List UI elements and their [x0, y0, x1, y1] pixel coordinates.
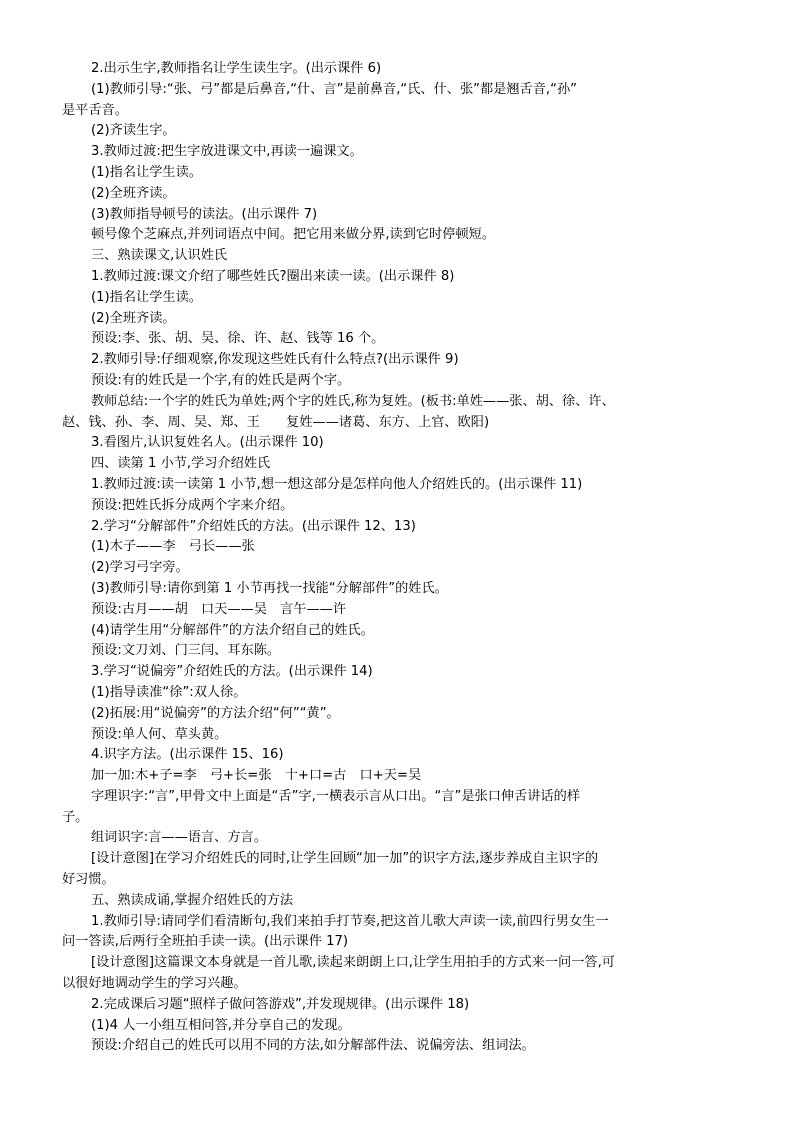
text-line: 2.完成课后习题“照样子做问答游戏”,并发现规律。(出示课件 18) [91, 996, 470, 1012]
text-line: 3.学习“说偏旁”介绍姓氏的方法。(出示课件 14) [91, 664, 373, 680]
text-line: (3)教师指导顿号的读法。(出示课件 7) [91, 206, 318, 222]
section-heading: 三、熟读课文,认识姓氏 [91, 248, 228, 264]
text-line: 子。 [62, 809, 89, 825]
text-line: (1)指名让学生读。 [91, 164, 202, 180]
text-line: (2)齐读生字。 [91, 123, 176, 139]
text-line: 加一加:木+子=李 弓+长=张 十+口=古 口+天=吴 [91, 768, 422, 784]
text-line: 顿号像个芝麻点,并列词语点中间。把它用来做分界,读到它时停顿短。 [91, 227, 496, 243]
text-line: 2.出示生字,教师指名让学生读生字。(出示课件 6) [91, 61, 382, 76]
text-line: 字理识字:“言”,甲骨文中上面是“舌”字,一横表示言从口出。“言”是张口伸舌讲话的样 [91, 788, 581, 804]
text-line: 预设:李、张、胡、吴、徐、许、赵、钱等 16 个。 [91, 331, 385, 347]
text-line: (3)教师引导:请你到第 1 小节再找一找能“分解部件”的姓氏。 [91, 580, 448, 596]
text-line: 问一答读,后两行全班拍手读一读。(出示课件 17) [62, 934, 349, 950]
text-line: 赵、钱、孙、李、周、吴、郑、王 复姓——诸葛、东方、上官、欧阳) [62, 414, 490, 430]
text-line: (1)指导读准“徐”:双人徐。 [91, 684, 247, 700]
text-line: [设计意图]这篇课文本身就是一首儿歌,读起来朗朗上口,让学生用拍手的方式来一问一答,可 [91, 955, 615, 971]
text-line: 教师总结:一个字的姓氏为单姓;两个字的姓氏,称为复姓。(板书:单姓——张、胡、徐、许、 [91, 393, 615, 409]
text-line: 预设:有的姓氏是一个字,有的姓氏是两个字。 [91, 372, 351, 388]
text-line: 1.教师过渡:读一读第 1 小节,想一想这部分是怎样向他人介绍姓氏的。(出示课件 11) [91, 476, 583, 492]
text-line: (1)4 人一小组互相问答,并分享自己的发现。 [91, 1017, 351, 1033]
section-heading: 五、熟读成诵,掌握介绍姓氏的方法 [91, 892, 294, 908]
text-line: 以很好地调动学生的学习兴趣。 [62, 976, 247, 992]
text-line: (1)木子——李 弓长——张 [91, 539, 255, 555]
text-line: 2.教师引导:仔细观察,你发现这些姓氏有什么特点?(出示课件 9) [91, 352, 459, 368]
text-line: 1.教师引导:请同学们看清断句,我们来拍手打节奏,把这首儿歌大声读一读,前四行男女生一 [91, 913, 609, 929]
text-line: (1)指名让学生读。 [91, 289, 202, 305]
text-line: [设计意图]在学习介绍姓氏的同时,让学生回顾“加一加”的识字方法,逐步养成自主识字的 [91, 851, 599, 867]
text-line: (2)拓展:用“说偏旁”的方法介绍“何”“黄”。 [91, 705, 340, 721]
text-line: 预设:单人何、草头黄。 [91, 726, 228, 742]
text-line: 2.学习“分解部件”介绍姓氏的方法。(出示课件 12、13) [91, 518, 416, 534]
text-line: 4.识字方法。(出示课件 15、16) [91, 747, 284, 763]
text-line: (2)全班齐读。 [91, 310, 176, 326]
text-line: 1.教师过渡:课文介绍了哪些姓氏?圈出来读一读。(出示课件 8) [91, 268, 455, 284]
text-line: 预设:介绍自己的姓氏可以用不同的方法,如分解部件法、说偏旁法、组词法。 [91, 1038, 535, 1054]
text-line: (2)学习弓字旁。 [91, 560, 189, 576]
text-line: 3.看图片,认识复姓名人。(出示课件 10) [91, 435, 324, 451]
document-page [62, 59, 732, 1057]
section-heading: 四、读第 1 小节,学习介绍姓氏 [91, 456, 271, 472]
text-line: 是平舌音。 [62, 102, 128, 118]
text-line: (1)教师引导:“张、弓”都是后鼻音,“什、言”是前鼻音,“氏、什、张”都是翘舌音,“孙” [91, 81, 577, 97]
text-line: 组词识字:言——语言、方言。 [91, 830, 267, 846]
text-line: 3.教师过渡:把生字放进课文中,再读一遍课文。 [91, 144, 363, 160]
text-line: (2)全班齐读。 [91, 185, 176, 201]
text-line: (4)请学生用“分解部件”的方法介绍自己的姓氏。 [91, 622, 374, 638]
text-line: 预设:古月——胡 口天——吴 言午——许 [91, 601, 347, 617]
text-line: 预设:文刀刘、门三闫、耳东陈。 [91, 643, 281, 659]
text-line: 预设:把姓氏拆分成两个字来介绍。 [91, 497, 294, 513]
text-line: 好习惯。 [62, 872, 115, 888]
